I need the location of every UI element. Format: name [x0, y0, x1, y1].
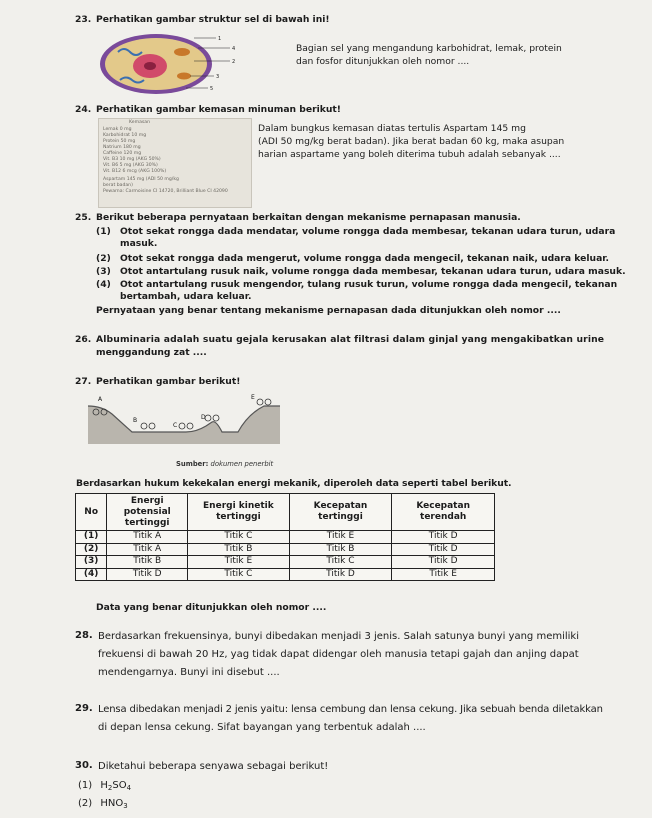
cyclist-icon — [179, 423, 185, 429]
table-cell: (3) — [76, 556, 107, 569]
cyclist-icon — [205, 415, 211, 421]
q25-closing: Pernyataan yang benar tentang mekanisme pernapasan dada ditunjukkan oleh nomor .... — [96, 305, 561, 316]
q28-text-line-3: mendengarnya. Bunyi ini disebut .... — [98, 667, 280, 678]
cell-label-3: 3 — [216, 74, 220, 80]
table-cell: Titik D — [392, 556, 495, 569]
label-text: Karbohidrat 10 mg — [103, 133, 147, 138]
q25-number: 25. — [75, 212, 92, 223]
q25-option-label: (4) — [96, 279, 111, 290]
table-cell: Titik C — [188, 568, 290, 581]
label-text: Vit. B3 10 mg (AKG 50%) — [103, 157, 161, 162]
q26-text-line-1: Albuminaria adalah suatu gejala kerusakan alat filtrasi dalam ginjal yang mengakibatkan urine — [96, 334, 605, 345]
label-text: berat badan) — [103, 183, 133, 188]
header-kinetic: Energi kinetik tertinggi — [188, 494, 290, 531]
header-potential: Energi potensial tertinggi — [107, 494, 188, 531]
q27-intro: Berdasarkan hukum kekekalan energi mekanik, diperoleh data seperti tabel berikut. — [76, 478, 512, 489]
table-cell: Titik A — [107, 543, 188, 556]
table-row — [76, 543, 495, 556]
table-cell: Titik D — [107, 568, 188, 581]
point-label-b: B — [133, 417, 138, 424]
table-row — [76, 531, 495, 544]
caption-prefix: Sumber: — [176, 460, 209, 468]
q25-option-text: Otot sekat rongga dada mendatar, volume rongga dada membesar, tekanan udara turun, udara — [120, 226, 616, 237]
q27-closing: Data yang benar ditunjukkan oleh nomor .... — [96, 602, 327, 613]
cyclist-icon — [141, 423, 147, 429]
q28-number: 28. — [75, 630, 93, 641]
q30-item-label: (2) — [78, 798, 93, 809]
q25-option-label: (3) — [96, 266, 111, 277]
cell-label-4: 4 — [232, 46, 236, 52]
q24-side-text-1: Dalam bungkus kemasan diatas tertulis Aspartam 145 mg — [258, 123, 526, 134]
table-row — [76, 568, 495, 581]
q30-item-2 — [78, 797, 128, 813]
q24-prompt: Perhatikan gambar kemasan minuman berikut! — [96, 104, 341, 115]
point-label-a: A — [98, 396, 103, 403]
label-text: Vit. B6 5 mg (AKG 30%) — [103, 163, 158, 168]
cyclist-icon — [213, 415, 219, 421]
label-text: Kemasan — [129, 120, 151, 125]
beverage-label-image — [98, 118, 252, 208]
table-cell: (1) — [76, 531, 107, 544]
table-cell: Titik B — [188, 543, 290, 556]
q25-prompt: Berikut beberapa pernyataan berkaitan dengan mekanisme pernapasan manusia. — [96, 212, 521, 223]
table-cell: Titik E — [188, 556, 290, 569]
q30-prompt: Diketahui beberapa senyawa sebagai berikut! — [98, 761, 329, 772]
label-text: Vit. B12 6 mcg (AKG 100%) — [103, 169, 167, 174]
point-label-e: E — [251, 394, 255, 401]
table-cell: (4) — [76, 568, 107, 581]
q29-text-line-1: Lensa dibedakan menjadi 2 jenis yaitu: lensa cembung dan lensa cekung. Jika sebuah benda diletakkan — [98, 704, 603, 715]
table-cell: (2) — [76, 543, 107, 556]
table-cell: Titik C — [188, 531, 290, 544]
cell-nucleolus — [144, 62, 156, 70]
mitochondrion — [177, 73, 191, 80]
header-max-speed: Kecepatan tertinggi — [289, 494, 392, 531]
label-text: Aspartam 145 mg (ADI 50 mg/kg — [103, 177, 179, 182]
q25-option-text: Otot antartulang rusuk naik, volume rongga dada membesar, tekanan udara turun, udara masuk. — [120, 266, 626, 277]
q25-option-text: masuk. — [120, 238, 158, 249]
q25-option-text: Otot sekat rongga dada mengerut, volume rongga dada mengecil, tekanan naik, udara keluar. — [120, 253, 610, 264]
roller-track-image — [88, 392, 280, 444]
table-cell: Titik E — [392, 568, 495, 581]
q30-item-label: (1) — [78, 780, 93, 791]
q27-number: 27. — [75, 376, 92, 387]
q29-text-line-2: di depan lensa cekung. Sifat bayangan yang terbentuk adalah .... — [98, 722, 426, 733]
q30-compound-formula: $H_2SO_4$ — [100, 780, 132, 792]
q30-item-1 — [78, 779, 131, 795]
mitochondrion — [174, 48, 190, 56]
header-no: No — [76, 494, 107, 531]
q25-option-label: (1) — [96, 226, 111, 237]
cyclist-icon — [265, 399, 271, 405]
q24-side-text-3: harian aspartame yang boleh diterima tubuh adalah sebanyak .... — [258, 149, 561, 160]
q23-number: 23. — [75, 14, 92, 25]
caption-text: dokumen penerbit — [210, 460, 274, 468]
label-text: Natrium 180 mg — [103, 145, 141, 150]
table-cell: Titik D — [392, 531, 495, 544]
table-cell: Titik D — [289, 568, 392, 581]
cell-label-1: 1 — [218, 36, 222, 42]
cyclist-icon — [257, 399, 263, 405]
cell-label-5: 5 — [210, 86, 214, 92]
q23-side-text-2: dan fosfor ditunjukkan oleh nomor .... — [296, 56, 470, 67]
q26-text-line-2: menggandung zat .... — [96, 347, 207, 358]
table-cell: Titik B — [289, 543, 392, 556]
label-text: Pewarna: Carmoisine CI 14720, Brilliant Blue CI 42090 — [103, 189, 228, 194]
table-cell: Titik E — [289, 531, 392, 544]
q27-prompt: Perhatikan gambar berikut! — [96, 376, 241, 387]
cyclist-icon — [187, 423, 193, 429]
q30-number: 30. — [75, 760, 93, 771]
q28-text-line-1: Berdasarkan frekuensinya, bunyi dibedakan menjadi 3 jenis. Salah satunya bunyi yang memiliki — [98, 631, 580, 642]
q25-option-text: bertambah, udara keluar. — [120, 291, 252, 302]
q30-compound-formula: $HNO_3$ — [100, 798, 128, 810]
table-cell: Titik D — [392, 543, 495, 556]
q29-number: 29. — [75, 703, 93, 714]
label-text: Protein 50 mg — [103, 139, 136, 144]
cyclist-icon — [149, 423, 155, 429]
table-header-row — [76, 494, 495, 531]
table-cell: Titik B — [107, 556, 188, 569]
table-row — [76, 556, 495, 569]
table-cell: Titik A — [107, 531, 188, 544]
header-min-speed: Kecepatan terendah — [392, 494, 495, 531]
energy-table — [75, 493, 495, 581]
cell-structure-image — [98, 30, 248, 95]
track-ground — [88, 406, 280, 444]
image-source-caption — [176, 460, 273, 468]
q24-number: 24. — [75, 104, 92, 115]
q28-text-line-2: frekuensi di bawah 20 Hz, yag tidak dapat didengar oleh manusia tetapi gajah dan anjing dapat — [98, 649, 579, 660]
q24-side-text-2: (ADI 50 mg/kg berat badan). Jika berat badan 60 kg, maka asupan — [258, 136, 565, 147]
cell-label-2: 2 — [232, 59, 236, 65]
q25-option-label: (2) — [96, 253, 111, 264]
label-text: Lemak 0 mg — [103, 127, 132, 132]
point-label-c: C — [173, 422, 178, 429]
label-text: Caffeine 120 mg — [103, 151, 142, 156]
q26-number: 26. — [75, 334, 92, 345]
q23-side-text-1: Bagian sel yang mengandung karbohidrat, lemak, protein — [296, 43, 562, 54]
q25-option-text: Otot antartulang rusuk mengendor, tulang rusuk turun, volume rongga dada mengecil, tekanan — [120, 279, 618, 290]
point-label-d: D — [201, 414, 206, 421]
table-cell: Titik C — [289, 556, 392, 569]
q23-prompt: Perhatikan gambar struktur sel di bawah ini! — [96, 14, 330, 25]
